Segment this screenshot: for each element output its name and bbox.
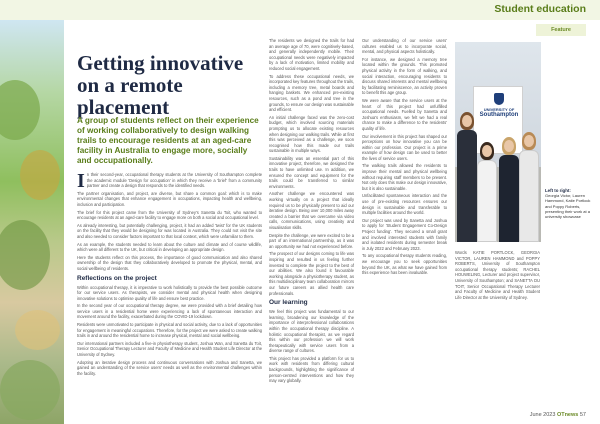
column-1 bbox=[77, 172, 262, 378]
photo-caption bbox=[545, 188, 595, 219]
paragraph: We were aware that the service users at the heart of this project had unfulfilled occupational needs. Fuelled by Sanetta and Joshua's enthusiasm, we felt we had a real chance to make a difference to the residents' quality of life. bbox=[362, 97, 447, 131]
section-title: Student education bbox=[494, 3, 586, 15]
magazine-brand: OTnews bbox=[556, 412, 579, 418]
paragraph: The prospect of our designs coming to life was inspiring and resulted in us feeling further invested to complete the project to the best of our abilities. We also found it favourable working alongside a physiotherapy student, as this multidisciplinary team collaboration mirrors our future careers as allied health care professionals. bbox=[269, 251, 354, 296]
paragraph: Unfacilitated spontaneous interaction and the use of pre-existing resources ensures our design is sustainable and transferable to multiple facilities around the world. bbox=[362, 193, 447, 216]
subheading: Our learning bbox=[269, 299, 308, 307]
paragraph: Adopting an iterative design process and continuous conversations with Joshua and Sanetta, we gained an understanding of the service users' needs as well as the environmental challenges within the facility. bbox=[77, 359, 262, 376]
paragraph: As an example, the students needed to learn about the culture and climate and of course wildlife, which were all different to the UK, but critical in developing an appropriate design. bbox=[77, 241, 262, 253]
paragraph: As already interesting, but potentially challenging, project, it had an added 'twist' for the UK students on the facility that they would be designing for was located in Australia. They could not visit the site and also needed to consider factors important to that local context, which were unfamiliar to them. bbox=[77, 222, 262, 239]
students-photo bbox=[455, 42, 541, 242]
person-figure bbox=[499, 137, 519, 242]
feature-tag: Feature bbox=[536, 24, 586, 36]
header-bar bbox=[0, 0, 600, 20]
standfirst: A group of students reflect on their experience of working collaboratively to design walking trails to encourage residents at an aged-care facility in Australia to engage more, socially and occupationally. bbox=[77, 116, 259, 165]
column-4 bbox=[455, 250, 540, 302]
paragraph: Our involvement in this project has shaped our perceptions on how innovative you can be within our profession. Our project is a prime example of how design can be used to better the lives of service users. bbox=[362, 133, 447, 161]
paragraph: Here the students reflect on this process, the importance of good communication and also shared ownership of the design that they collaboratively developed to promote the physical, mental, and social wellbeing of residents. bbox=[77, 254, 262, 271]
column-2 bbox=[269, 38, 354, 386]
drop-cap: I bbox=[77, 170, 85, 192]
paragraph: Our international partners included a five-in physiotherapy student, Joshua Wan, and Sanetta du Toit, Senior Occupational Therapy Lecturer and Faculty of Medicine and Health Student Life Director at the University of Sydney. bbox=[77, 340, 262, 358]
paragraph: The partner organisation, and project, are diverse, but share a common goal: which is to make environmental changes that enhance engagement in occupations, impacting health and wellbeing, inclusion and participation. bbox=[77, 190, 262, 207]
paragraph: To address these occupational needs, we incorporated key features throughout the trails, including a memory tree, metal boards and hanging baskets. We enhanced pre-existing resources, such as a pond and tree in the grounds, to ensure our design was sustainable and efficient. bbox=[269, 73, 354, 113]
caption-text: Georgia Victor, Lauren Hammond, Katie Portlock and Poppy Roberts, presenting their work at a university showcase bbox=[545, 193, 591, 220]
paragraph: Despite the challenge, we were excited to be a part of an international partnership, as it was an opportunity we had not experienced before. bbox=[269, 232, 354, 249]
column-3 bbox=[362, 38, 447, 278]
author-credits: Words KATIE PORTLOCK, GEORGIA VICTOR, LAUREN HAMMOND and POPPY ROBERTS, University of Southampton occupational therapy students; RACHEL HOUWELING, Lecturer and project supervisor, University of Southampton; and SANETTA DU TOIT, Senior Occupational Therapy Lecturer and Faculty of Medicine and Health Student Life Director at the University of Sydney. bbox=[455, 250, 540, 300]
paragraph: Within occupational therapy, it is imperative to work holistically to provide the best possible outcome for our service users. As therapists, we consider mental and physical health when designing innovative solutions to optimise quality of life and ensure best practice. bbox=[77, 284, 262, 301]
paragraph: The brief for this project came from the University of Sydney's Sanetta du Toit, who wanted to encourage residents at an aged-care facility to engage more on both a social and occupational level. bbox=[77, 209, 262, 221]
subheading: Reflections on the project bbox=[77, 274, 157, 282]
person-figure bbox=[457, 112, 477, 242]
person-figure bbox=[477, 142, 497, 242]
paragraph: The walking trails allowed the residents to improve their mental and physical wellbeing without requiring staff members to be present. Not only does this make our design innovative, but it is also sustainable. bbox=[362, 163, 447, 191]
paragraph: Residents were unmotivated to participate in physical and social activity, due to a lack of opportunities for engagement in meaningful occupations. Therefore, for the project we were asked to create walking trails in and around the residential home to increase physical, mental and social wellbeing. bbox=[77, 322, 262, 339]
person-figure bbox=[519, 132, 539, 242]
paragraph: Our project was used by Sanetta and Joshua to apply for 'Student Engagement Co-Design Project funding'. They secured a small grant and involved interested students with family and isolated residents during semester break in July 2022 and February 2023. bbox=[362, 217, 447, 251]
paragraph: Another challenge we encountered was working virtually on a project that ideally required us to be physically present to aid our iterative design. Being over 10,000 miles away created a barrier that we overcame via video calls, communications, using creativity and visualisation skills. bbox=[269, 191, 354, 230]
paragraph: Our understanding of our service users' cultures enabled us to incorporate social, mental, and physical aspects holistically. bbox=[362, 38, 447, 55]
paragraph: This project has provided a platform for us to work with residents from differing cultural backgrounds, highlighting the significance of person-centred interventions and how they may vary globally. bbox=[269, 355, 354, 384]
paragraph: Sustainability was an essential part of this innovative project, therefore, we designed the trails to have unlimited use. In addition, we ensured the concept and equipment for the trails could be transferred to similar environments. bbox=[269, 155, 354, 189]
caption-title: Left to right: bbox=[545, 188, 571, 193]
issue-date: June 2023 bbox=[529, 412, 556, 418]
paragraph: For instance, we designed a memory tree located within the grounds. This promoted physical activity in the form of walking, and social interaction, encouraging residents to discuss shared interests and mental wellbeing by facilitating reminiscence, an activity proven to benefit this age group. bbox=[362, 56, 447, 96]
crest-icon bbox=[494, 93, 504, 105]
paragraph: An initial challenge faced was the zero-cost budget, which involved sourcing materials prompting us to allocate existing resources when designing our walking trails. While at first this was perceived as a challenge, we soon recognised how this made our trails sustainable in multiple ways. bbox=[269, 114, 354, 154]
headline: Getting innovative on a remote placement bbox=[77, 51, 244, 119]
paragraph: n their second-year, occupational therapy students at the University of Southampton complete the academic module 'Design for occupation' in which they receive a 'brief' from a community partner and create a design that responds to the identified needs. bbox=[86, 172, 262, 189]
banner-small-text: UNIVERSITY OF bbox=[483, 107, 515, 112]
paragraph: To any occupational therapy students reading, we encourage you to seek opportunities beyond the UK, as what we have gained from this experience has been invaluable. bbox=[362, 253, 447, 276]
paragraph: The residents we designed the trails for had an average age of 70, were cognitively-based, and generally independently mobile. Their occupational needs were negatively impacted by a lack of motivation, limited mobility and reduced social engagement. bbox=[269, 38, 354, 71]
paragraph: In the second year of our occupational therapy degree, we were provided with a brief detailing how service users in a residential home were experiencing a lack of spontaneous interaction and movement around the facility, exacerbated during the COVID-19 lockdown. bbox=[77, 303, 262, 320]
banner-big-text: Southampton bbox=[479, 112, 519, 118]
page-number: 57 bbox=[579, 412, 586, 418]
page-footer bbox=[530, 412, 586, 418]
left-garden-photo bbox=[0, 20, 64, 424]
paragraph: We feel this project was fundamental to our learning, broadening our knowledge of the importance of interprofessional collaborations within the occupational therapy discipline. A holistic occupational therapist, as we regard this within our profession we will work therapeutically with service users from a diverse range of cultures. bbox=[269, 309, 354, 354]
